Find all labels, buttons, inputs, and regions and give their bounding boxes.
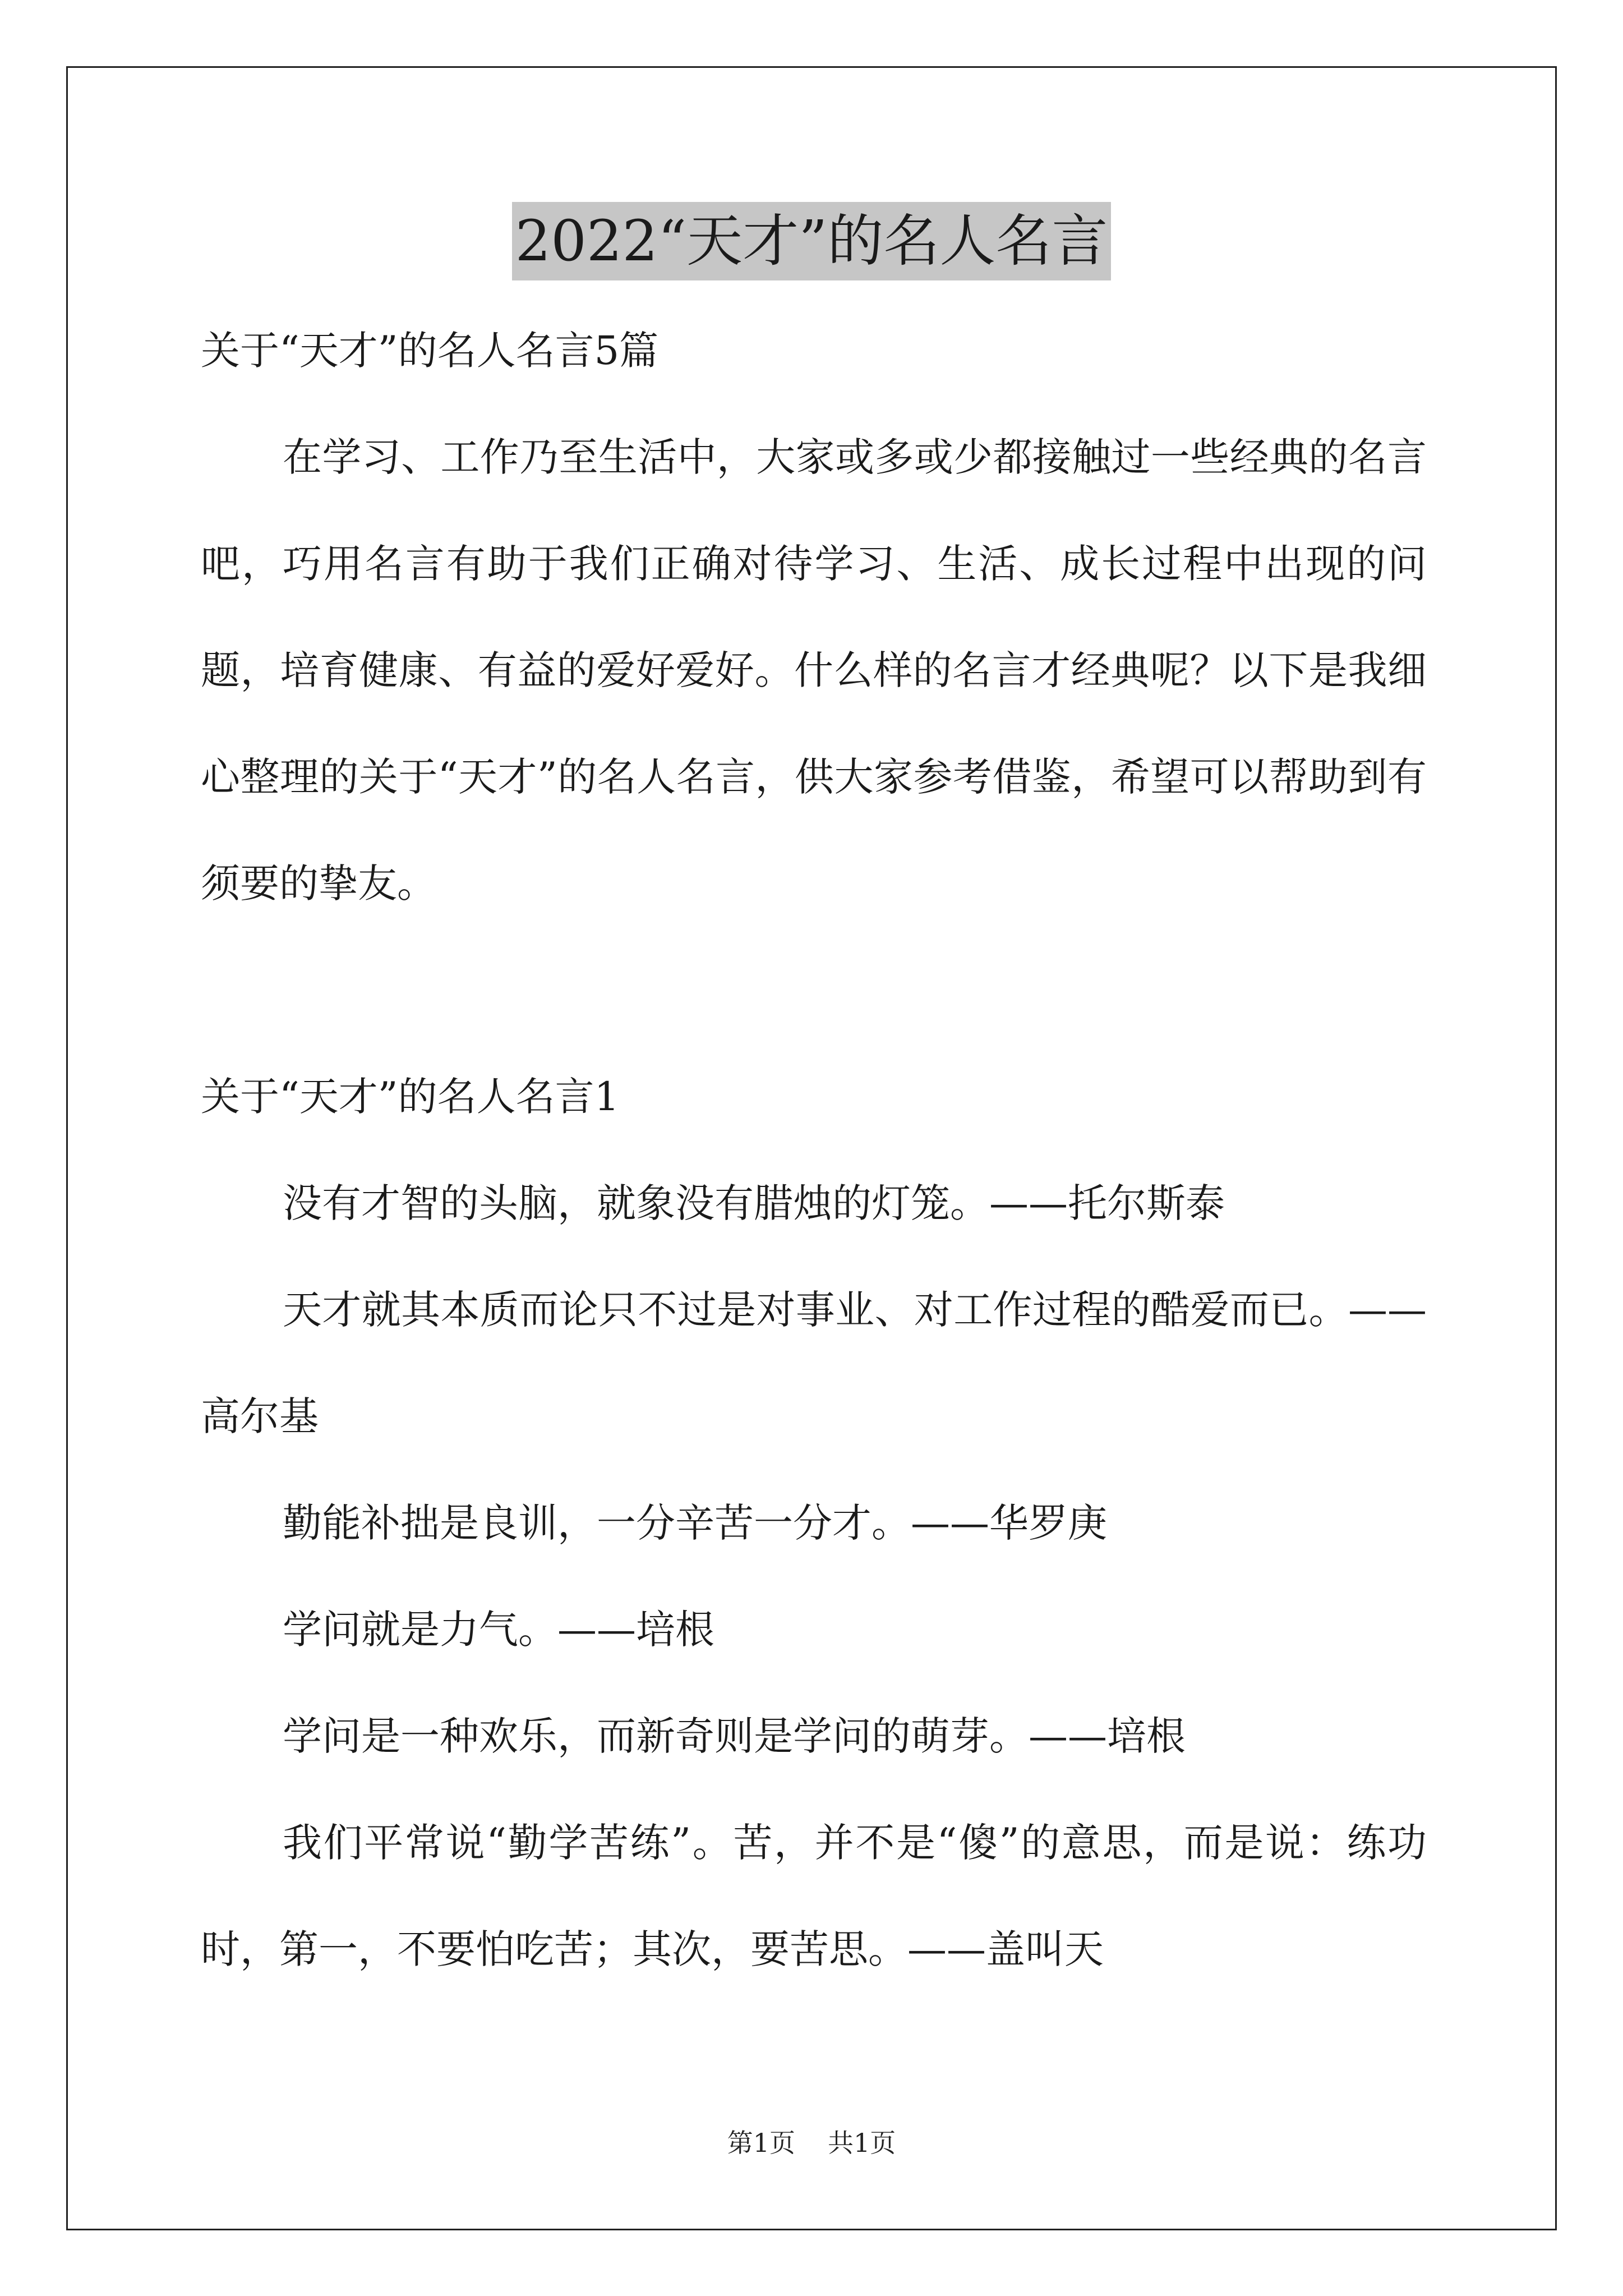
page-total: 共1页 (828, 2128, 896, 2158)
quote-bacon-1: 学问就是力气。——培根 (283, 1607, 714, 1653)
document-title: 2022“天才”的名人名言 (512, 202, 1112, 280)
quote-hua-luogeng: 勤能补拙是良训，一分辛苦一分才。——华罗庚 (283, 1500, 1107, 1546)
page-footer (0, 2126, 1623, 2160)
quote-tolstoy: 没有才智的头脑，就象没有腊烛的灯笼。——托尔斯泰 (283, 1180, 1225, 1226)
title-area (0, 202, 1623, 280)
paragraph-gap (201, 937, 1427, 1043)
page-number: 第1页 (727, 2128, 795, 2158)
subtitle: 关于“天才”的名人名言5篇 (201, 328, 659, 374)
quote-gai-jiaotian: 我们平常说“勤学苦练”。苦，并不是“傻”的意思，而是说：练功时，第一，不要怕吃苦；其次，要苦思。——盖叫天 (201, 1820, 1427, 1972)
quote-gorky: 天才就其本质而论只不过是对事业、对工作过程的酷爱而已。——高尔基 (201, 1287, 1427, 1439)
quote-bacon-2: 学问是一种欢乐，而新奇则是学问的萌芽。——培根 (283, 1713, 1186, 1759)
document-body (201, 297, 1427, 2003)
intro-paragraph: 在学习、工作乃至生活中，大家或多或少都接触过一些经典的名言吧，巧用名言有助于我们正确对待学习、生活、成长过程中出现的问题，培育健康、有益的爱好爱好。什么样的名言才经典呢？以下是我细心整理的关于“天才”的名人名言，供大家参考借鉴，希望可以帮助到有须要的挚友。 (201, 434, 1427, 907)
section-heading: 关于“天才”的名人名言1 (201, 1074, 620, 1120)
